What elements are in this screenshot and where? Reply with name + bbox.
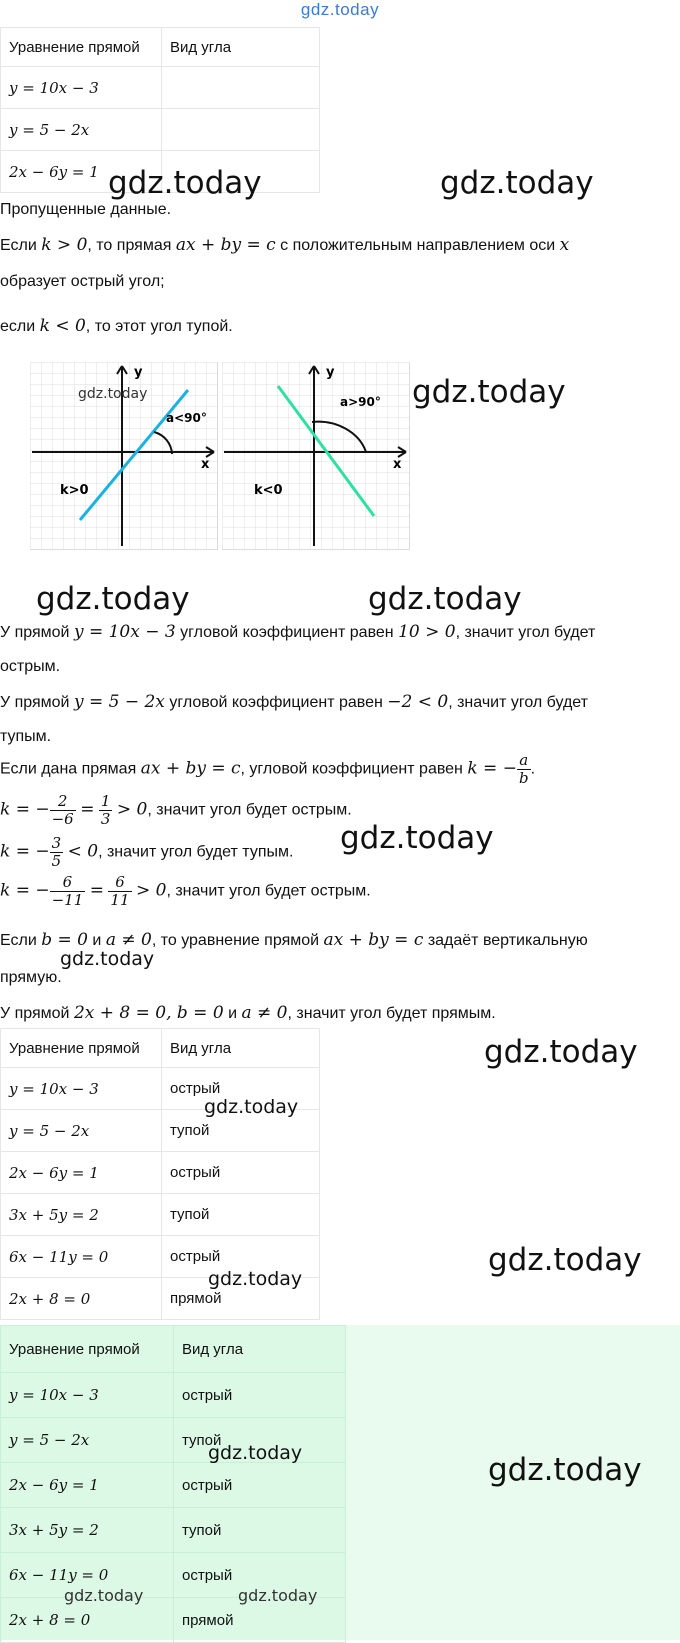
- table-row: [1, 109, 320, 151]
- graph-positive-slope: [30, 362, 218, 550]
- missing-data-title: Пропущенные данные.: [0, 201, 172, 218]
- site-logo[interactable]: gdz.today: [300, 0, 380, 19]
- equation-cell: y = 10x − 3: [1, 67, 162, 109]
- watermark: gdz.today: [484, 1034, 638, 1070]
- rule-line-3: если k < 0, то этот угол тупой.: [0, 316, 233, 336]
- table-row: 2x + 8 = 0 прямой: [1, 1278, 320, 1320]
- text-line: Если b = 0 и a ≠ 0, то уравнение прямой ax + by = c задаёт вертикальную: [0, 930, 588, 950]
- rule-line-2: образует острый угол;: [0, 273, 165, 290]
- text-line: острым.: [0, 658, 61, 675]
- watermark: gdz.today: [204, 1096, 299, 1118]
- table-row: y = 5 − 2x тупой: [1, 1418, 346, 1463]
- col-header-equation: Уравнение прямой: [1, 1326, 174, 1373]
- equation-cell: y = 5 − 2x: [1, 109, 162, 151]
- watermark: gdz.today: [368, 581, 522, 617]
- rule-line-1: Если k > 0, то прямая ax + by = c с положительным направлением оси x: [0, 235, 570, 255]
- watermark: gdz.today: [412, 374, 566, 410]
- angle-cell: [162, 109, 320, 151]
- text-line: k = − $\frac{6}{-11}$ = $\frac{6}{11}$ > 0, значит угол будет острым.: [0, 873, 371, 909]
- table-row: 2x + 8 = 0 прямой: [1, 1598, 346, 1643]
- watermark: gdz.today: [64, 1586, 144, 1605]
- watermark: gdz.today: [208, 1442, 303, 1464]
- k-label: k<0: [254, 483, 283, 498]
- col-header-angle: Вид угла: [162, 1029, 320, 1068]
- y-label: y: [326, 365, 335, 380]
- angle-label: a<90°: [166, 411, 207, 425]
- table-header-row: [1, 1326, 346, 1373]
- table-row: y = 10x − 3 острый: [1, 1373, 346, 1418]
- table-header-row: [1, 1029, 320, 1068]
- watermark: gdz.today: [440, 165, 594, 201]
- table-row: 3x + 5y = 2 тупой: [1, 1194, 320, 1236]
- text-line: k = − $\frac{3}{5}$ < 0, значит угол будет тупым.: [0, 834, 294, 870]
- text-line: Если дана прямая ax + by = c, угловой коэффициент равен k = − $\frac{a}{b}$ .: [0, 751, 536, 787]
- table-row: 6x − 11y = 0 острый: [1, 1553, 346, 1598]
- watermark: gdz.today: [208, 1268, 303, 1290]
- text-line: У прямой 2x + 8 = 0, b = 0 и a ≠ 0, значит угол будет прямым.: [0, 1003, 496, 1023]
- y-label: y: [134, 365, 143, 380]
- text-line: k = − $\frac{2}{-6}$ = $\frac{1}{3}$ > 0, значит угол будет острым.: [0, 792, 352, 828]
- col-header-angle: Вид угла: [162, 28, 320, 67]
- graph-logo: gdz.today: [78, 386, 148, 402]
- angle-label: a>90°: [340, 395, 381, 409]
- text-line: У прямой y = 10x − 3 угловой коэффициент равен 10 > 0, значит угол будет: [0, 622, 596, 642]
- graph-negative-slope: [222, 362, 410, 550]
- table-row: 6x − 11y = 0 острый: [1, 1236, 320, 1278]
- watermark: gdz.today: [108, 165, 262, 201]
- angle-cell: [162, 67, 320, 109]
- col-header-equation: Уравнение прямой: [1, 28, 162, 67]
- x-label: x: [393, 457, 402, 472]
- text-line: У прямой y = 5 − 2x угловой коэффициент равен −2 < 0, значит угол будет: [0, 692, 588, 712]
- watermark: gdz.today: [340, 820, 494, 856]
- fraction-a-b: $\frac{a}{b}$: [518, 751, 529, 787]
- table-row: 3x + 5y = 2 тупой: [1, 1508, 346, 1553]
- table-row: [1, 67, 320, 109]
- text-line: прямую.: [0, 969, 62, 986]
- equation-cell: 2x − 6y = 1: [1, 151, 162, 193]
- table-row: y = 5 − 2x тупой: [1, 1110, 320, 1152]
- watermark: gdz.today: [60, 948, 155, 970]
- table-row: y = 10x − 3 острый: [1, 1068, 320, 1110]
- text-line: тупым.: [0, 728, 52, 745]
- k-label: k>0: [60, 483, 89, 498]
- table-row: 2x − 6y = 1 острый: [1, 1152, 320, 1194]
- watermark: gdz.today: [488, 1452, 642, 1488]
- table-row: 2x − 6y = 1 острый: [1, 1463, 346, 1508]
- table-header-row: [1, 28, 320, 67]
- col-header-angle: Вид угла: [174, 1326, 346, 1373]
- x-label: x: [201, 457, 210, 472]
- watermark: gdz.today: [238, 1586, 318, 1605]
- watermark: gdz.today: [488, 1242, 642, 1278]
- watermark: gdz.today: [36, 581, 190, 617]
- col-header-equation: Уравнение прямой: [1, 1029, 162, 1068]
